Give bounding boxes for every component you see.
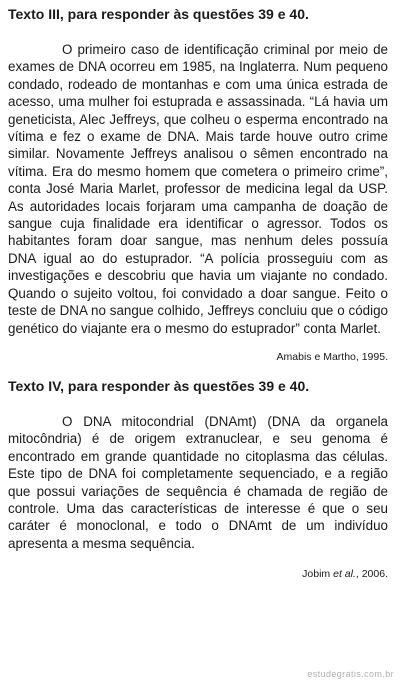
citation-year: , 2006. [355,568,388,581]
texto-iii-paragraph: O primeiro caso de identificação criminal por meio de exames de DNA ocorreu em 1985, na Inglaterra. Num pequeno condado, rodeado de montanhas e com uma única estrada de acesso, uma mulher foi estuprada e assassinada. “Lá havia um geneticista, Alec Jeffreys, que colheu o esperma encontrado na vítima e fez o exame de DNA. Mais tarde houve outro crime similar. Novamente Jeffreys analisou o sêmen encontrado na vítima. Era do mesmo homem que cometera o primeiro crime”, conta José Maria Marlet, professor de medicina legal da USP. As autoridades locais forjaram uma campanha de doação de sangue cuja finalidade era identificar o agressor. Todos os habitantes foram doar sangue, mas nenhum deles possuía DNA igual ao do estuprador. “A polícia prosseguiu com as investigações e descobriu que havia um viajante no condado. Quando o sujeito voltou, foi convidado a doar sangue. Feito o teste de DNA no sangue colhido, Jeffreys concluiu que o código genético do viajante era o mesmo do estuprador” conta Marlet. [8,42,388,336]
site-watermark: estudegratis.com.br [307,669,394,679]
texto-iv-citation [8,567,388,581]
texto-iv-paragraph: O DNA mitocondrial (DNAmt) (DNA da organela mitocôndria) é de origem extranuclear, e seu genoma é encontrado em grande quantidade no citoplasma das células. Este tipo de DNA foi completamente sequenciado, e a região que possui variações de sequência é chamada de região de controle. Uma das características de interesse é que o seu caráter é monoclonal, e todo o DNAmt de um indivíduo apresenta a mesma sequência. [8,413,388,551]
citation-author: Jobim [302,568,334,581]
texto-iv-heading: Texto IV, para responder às questões 39 e 40. [8,377,310,394]
citation-et-al: et al. [333,568,356,581]
document-page [8,6,388,581]
texto-iii-citation: Amabis e Martho, 1995. [276,350,388,363]
texto-iii-heading: Texto III, para responder às questões 39 e 40. [8,6,309,22]
